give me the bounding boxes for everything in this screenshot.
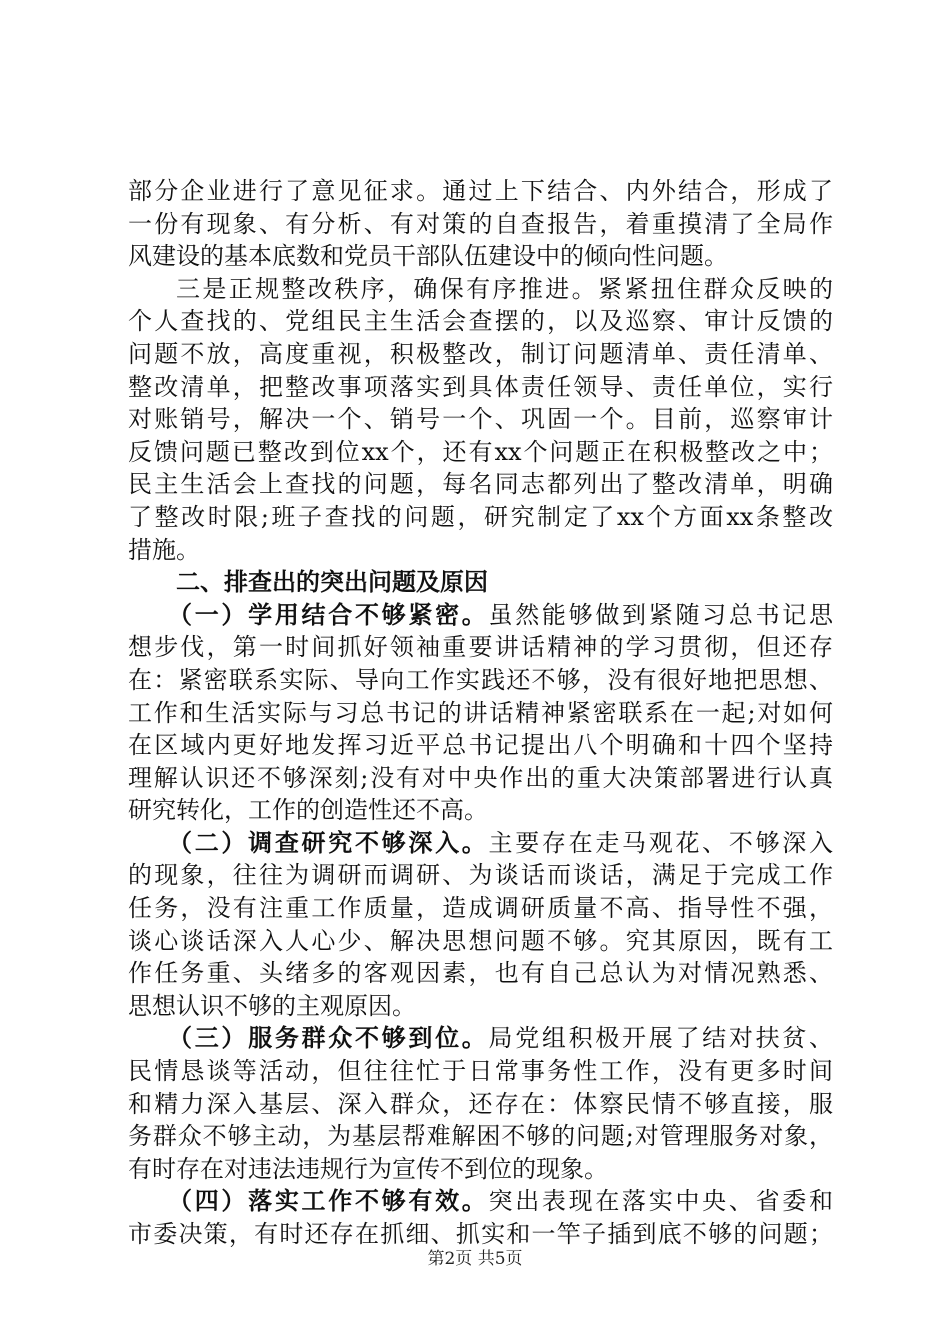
text-line: 一份有现象、有分析、有对策的自查报告，着重摸清了全局作 <box>128 209 833 238</box>
text-run: 突出表现在落实中央、省委和 <box>488 1187 833 1216</box>
text-line: 民主生活会上查找的问题，每名同志都列出了整改清单，明确 <box>128 470 833 499</box>
subheading: （四）落实工作不够有效。 <box>168 1187 489 1216</box>
text-line: 在区域内更好地发挥习近平总书记提出八个明确和十四个坚持 <box>128 731 833 760</box>
subheading: （二）调查研究不够深入。 <box>168 828 489 857</box>
text-line: 有时存在对违法违规行为宣传不到位的现象。 <box>128 1154 608 1183</box>
document-body <box>128 175 833 1251</box>
section-heading: 二、排查出的突出问题及原因 <box>176 568 488 597</box>
text-line: 三是正规整改秩序，确保有序推进。紧紧扭住群众反映的 <box>176 274 833 303</box>
text-line: 任务，没有注重工作质量，造成调研质量不高、指导性不强， <box>128 894 833 923</box>
text-line <box>128 599 833 632</box>
text-line: 和精力深入基层、深入群众，还存在：体察民情不够直接，服 <box>128 1089 833 1118</box>
text-line: 理解认识还不够深刻;没有对中央作出的重大决策部署进行认真 <box>128 763 833 792</box>
text-line: 对账销号，解决一个、销号一个、巩固一个。目前，巡察审计 <box>128 405 833 434</box>
text-line: 个人查找的、党组民主生活会查摆的，以及巡察、审计反馈的 <box>128 307 833 336</box>
text-line: 研究转化，工作的创造性还不高。 <box>128 796 488 825</box>
text-line: 问题不放，高度重视，积极整改，制订问题清单、责任清单、 <box>128 339 833 368</box>
text-line: 市委决策，有时还存在抓细、抓实和一竿子插到底不够的问题； <box>128 1220 833 1248</box>
text-line: 部分企业进行了意见征求。通过上下结合、内外结合，形成了 <box>128 177 833 205</box>
text-line: 作任务重、头绪多的客观因素，也有自己总认为对情况熟悉、 <box>128 959 833 988</box>
text-line <box>128 1022 833 1055</box>
subheading: （一）学用结合不够紧密。 <box>168 600 489 629</box>
text-line: 务群众不够主动，为基层帮难解困不够的问题;对管理服务对象， <box>128 1122 833 1151</box>
text-line: 民情恳谈等活动，但往往忙于日常事务性工作，没有更多时间 <box>128 1057 833 1086</box>
text-line: 谈心谈话深入人心少、解决思想问题不够。究其原因，既有工 <box>128 926 833 955</box>
text-line: 工作和生活实际与习总书记的讲话精神紧密联系在一起;对如何 <box>128 698 833 727</box>
text-line <box>128 827 833 860</box>
text-run: 主要存在走马观花、不够深入 <box>488 828 833 857</box>
text-line: 的现象，往往为调研而调研、为谈话而谈话，满足于完成工作 <box>128 861 833 890</box>
text-run: 虽然能够做到紧随习总书记思 <box>488 600 833 629</box>
text-line: 反馈问题已整改到位xx个，还有xx个问题正在积极整改之中； <box>128 437 833 466</box>
text-line: 风建设的基本底数和党员干部队伍建设中的倾向性问题。 <box>128 242 728 271</box>
subheading: （三）服务群众不够到位。 <box>168 1024 489 1053</box>
text-line <box>128 1185 833 1218</box>
text-run: 局党组积极开展了结对扶贫、 <box>488 1024 833 1053</box>
page-footer: 第2页 共5页 <box>427 1249 523 1269</box>
text-line: 了整改时限;班子查找的问题，研究制定了xx个方面xx条整改 <box>128 502 833 531</box>
text-line: 在：紧密联系实际、导向工作实践还不够，没有很好地把思想、 <box>128 665 833 694</box>
text-line: 想步伐，第一时间抓好领袖重要讲话精神的学习贯彻，但还存 <box>128 633 833 662</box>
text-line: 措施。 <box>128 535 200 564</box>
text-line: 整改清单，把整改事项落实到具体责任领导、责任单位，实行 <box>128 372 833 401</box>
text-line: 思想认识不够的主观原因。 <box>128 991 416 1020</box>
